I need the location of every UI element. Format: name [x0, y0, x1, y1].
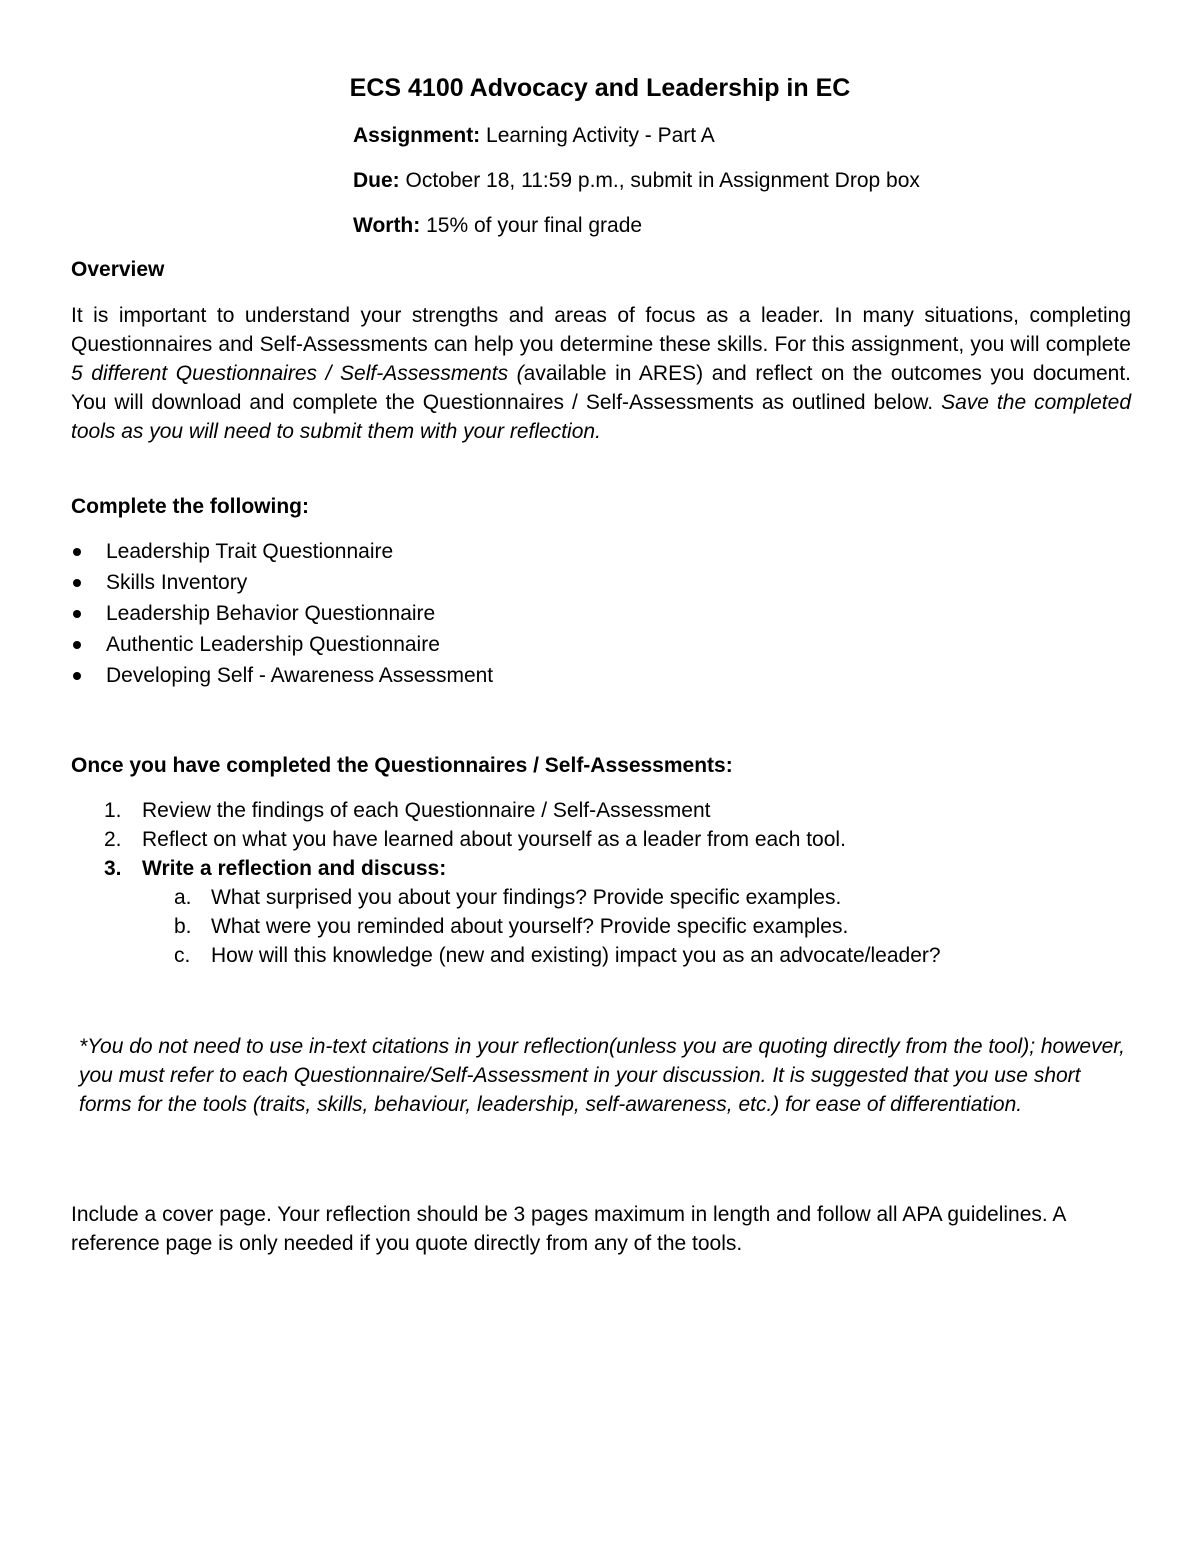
worth-label: Worth: [353, 214, 421, 237]
list-item [71, 537, 493, 568]
substep-item [174, 883, 941, 912]
substep-text: What were you reminded about yourself? Provide specific examples. [211, 915, 849, 938]
bullet-icon [73, 579, 81, 587]
list-item-text: Skills Inventory [106, 571, 248, 594]
substep-letter: b. [174, 915, 192, 938]
page-title: ECS 4100 Advocacy and Leadership in EC [349, 74, 851, 102]
closing-paragraph: Include a cover page. Your reflection should be 3 pages maximum in length and follow all APA guidelines. A reference page is only needed if you quote directly from any of the tools. [71, 1203, 1066, 1255]
list-item [71, 599, 493, 630]
list-item-text: Developing Self - Awareness Assessment [106, 664, 494, 687]
step-item [104, 796, 846, 825]
overview-text-1: It is important to understand your strengths and areas of focus as a leader. In many situations, completing Questionnaires and Self-Assessments can help you determine these skills. For this assignment, you will complete [71, 304, 1131, 356]
bullet-icon [73, 610, 81, 618]
step-text: Write a reflection and discuss: [142, 857, 447, 880]
overview-heading: Overview [71, 258, 165, 281]
list-item-text: Leadership Behavior Questionnaire [106, 602, 436, 625]
substep-letter: c. [174, 944, 191, 967]
list-item [71, 568, 493, 599]
worth-value: 15% of your final grade [420, 214, 643, 237]
list-item-text: Leadership Trait Questionnaire [106, 540, 394, 563]
bullet-icon [73, 548, 81, 556]
questionnaire-list [71, 537, 493, 692]
complete-heading: Complete the following: [71, 495, 309, 518]
worth-line [353, 211, 642, 240]
substep-text: What surprised you about your findings? Provide specific examples. [211, 886, 842, 909]
list-item [71, 661, 493, 692]
due-label: Due: [353, 169, 400, 192]
citation-note: *You do not need to use in-text citations in your reflection(unless you are quoting directly from the tool); however, you must refer to each Questionnaire/Self-Assessment in your discussion. It is suggested that you use short forms for the tools (traits, skills, behaviour, leadership, self-awareness, etc.) for ease of differentiation. [79, 1035, 1125, 1116]
step-item [104, 825, 846, 854]
substep-item [174, 912, 941, 941]
overview-text-italic-1: 5 different Questionnaires / Self-Assessments ( [71, 362, 524, 385]
due-line [353, 166, 920, 195]
overview-text-2: available in ARES) and reflect on the outcomes you document. You will download and complete the Questionnaires / Self-Assessments as outlined below. [71, 362, 1131, 414]
substep-text: How will this knowledge (new and existing) impact you as an advocate/leader? [211, 944, 941, 967]
bullet-icon [73, 641, 81, 649]
due-value: October 18, 11:59 p.m., submit in Assignment Drop box [399, 169, 920, 192]
step-text: Reflect on what you have learned about yourself as a leader from each tool. [142, 828, 846, 851]
steps-list [104, 796, 846, 883]
assignment-value: Learning Activity - Part A [480, 124, 715, 147]
overview-paragraph [71, 301, 1131, 446]
list-item-text: Authentic Leadership Questionnaire [106, 633, 440, 656]
list-item [71, 630, 493, 661]
once-heading: Once you have completed the Questionnaires / Self-Assessments: [71, 754, 733, 777]
substep-letter: a. [174, 886, 192, 909]
assignment-line [353, 121, 715, 150]
overview-text-italic-2: Save the completed tools as you will need to submit them with your reflection. [71, 391, 1131, 443]
step-number: 2. [104, 828, 122, 851]
step-text: Review the findings of each Questionnaire / Self-Assessment [142, 799, 711, 822]
assignment-label: Assignment: [353, 124, 481, 147]
step-number: 1. [104, 799, 122, 822]
bullet-icon [73, 672, 81, 680]
substeps-list [174, 883, 941, 970]
step-number: 3. [104, 857, 122, 880]
substep-item [174, 941, 941, 970]
step-item [104, 854, 846, 883]
